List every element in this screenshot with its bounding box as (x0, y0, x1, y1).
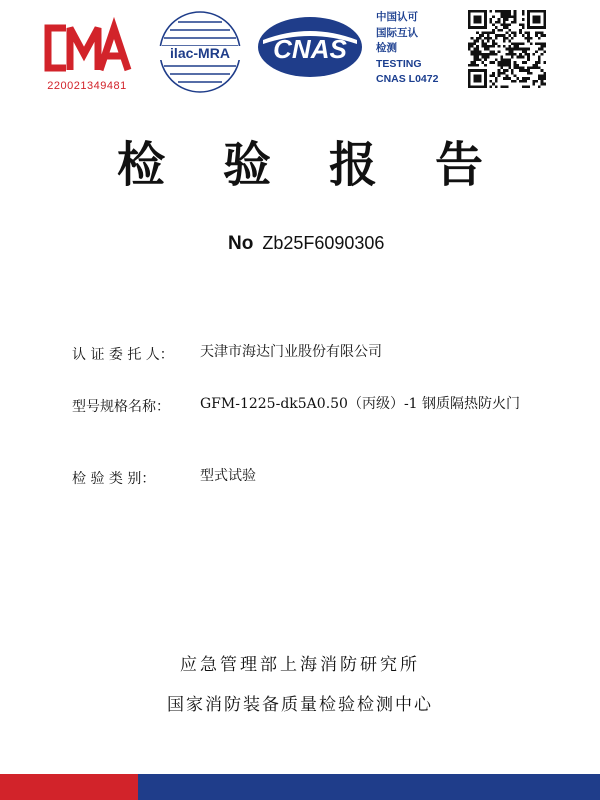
cnas-line: 中国认可 (376, 11, 418, 23)
title-char: 检 (116, 137, 165, 193)
client-label: 认 证 委 托 人： (72, 347, 174, 363)
qr-code-icon[interactable] (468, 10, 546, 88)
report-number (228, 233, 384, 255)
ilac-mra-logo (150, 8, 250, 96)
report-number-label: No (228, 233, 254, 254)
model-label: 型号规格名称： (72, 399, 170, 415)
cma-number: 220021349481 (47, 80, 127, 92)
ilac-mra-text: ilac-MRA (170, 45, 230, 61)
category-value: 型式试验 (200, 468, 256, 484)
cnas-accreditation-text (376, 10, 466, 88)
report-number-value: Zb25F6090306 (262, 233, 385, 253)
footer-bar-red (0, 774, 138, 800)
title-char: 告 (435, 137, 484, 193)
cnas-line: CNAS L0472 (376, 73, 439, 85)
title-char: 报 (329, 137, 378, 193)
cnas-line: 检测 (376, 42, 397, 54)
cnas-line: 国际互认 (376, 26, 418, 39)
report-title (0, 126, 600, 195)
organization-name-2: 国家消防装备质量检验检测中心 (167, 695, 433, 715)
cnas-logo (255, 14, 365, 80)
organization-name-1: 应急管理部上海消防研究所 (180, 655, 420, 675)
client-value: 天津市海达门业股份有限公司 (200, 344, 382, 360)
title-char: 验 (222, 137, 271, 193)
model-value: GFM-1225-dk5A0.50（丙级）-1 钢质隔热防火门 (200, 396, 521, 412)
category-label: 检 验 类 别： (72, 471, 156, 487)
cnas-line: TESTING (376, 57, 422, 70)
cnas-logo-text: CNAS (273, 34, 347, 64)
